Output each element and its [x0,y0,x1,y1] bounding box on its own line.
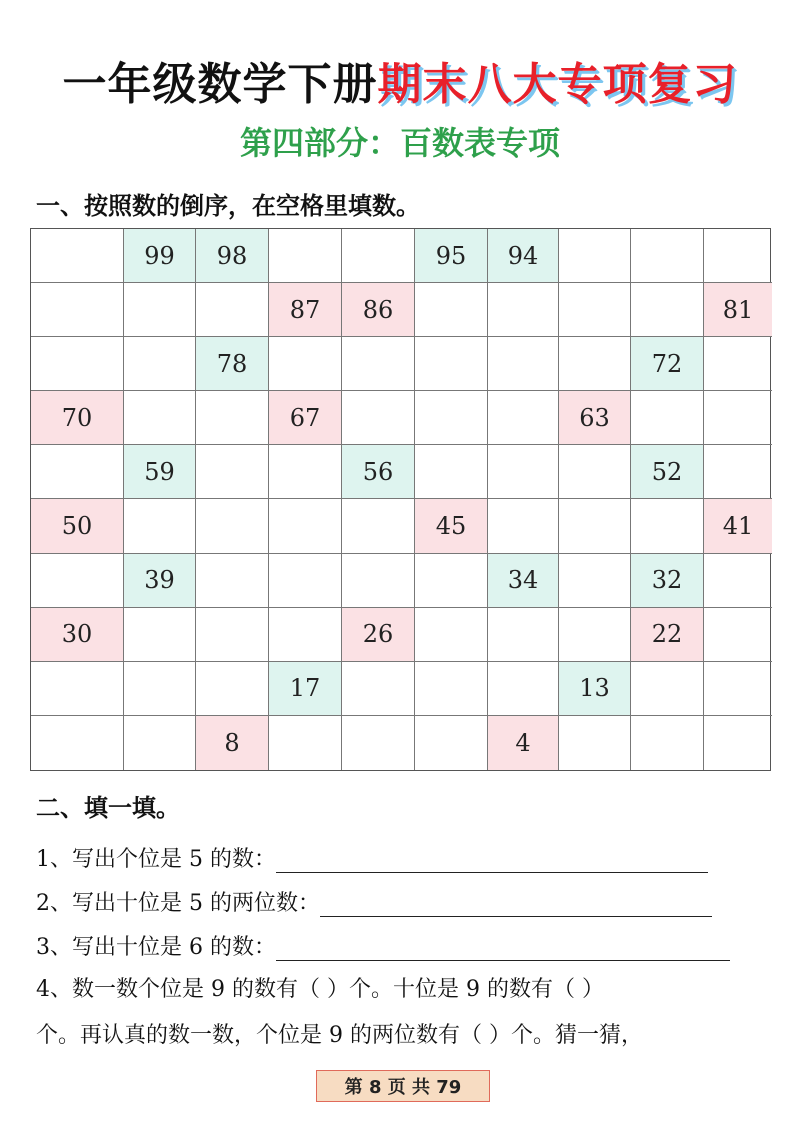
grid-cell-filled: 50 [31,499,124,553]
grid-cell-blank[interactable] [559,716,631,770]
title-red-part: 期末八大专项复习 [377,59,738,110]
grid-cell-blank[interactable] [415,337,488,391]
grid-cell-blank[interactable] [415,554,488,608]
title-black-part: 一年级数学下册 [62,59,378,110]
grid-cell-filled: 56 [342,445,415,499]
grid-cell-filled: 72 [631,337,704,391]
grid-cell-blank[interactable] [196,499,269,553]
grid-cell-blank[interactable] [31,229,124,283]
grid-cell-filled: 87 [269,283,342,337]
grid-cell-blank[interactable] [488,499,559,553]
grid-cell-filled: 26 [342,608,415,662]
grid-cell-blank[interactable] [124,283,196,337]
grid-cell-blank[interactable] [415,608,488,662]
grid-cell-blank[interactable] [342,716,415,770]
grid-cell-blank[interactable] [124,662,196,716]
grid-cell-blank[interactable] [31,337,124,391]
grid-cell-blank[interactable] [196,283,269,337]
grid-cell-blank[interactable] [269,554,342,608]
grid-cell-blank[interactable] [488,608,559,662]
grid-cell-blank[interactable] [269,608,342,662]
grid-cell-filled: 86 [342,283,415,337]
page-number-badge: 第 8 页 共 79 [316,1070,490,1102]
section2-heading: 二、填一填。 [36,794,180,822]
grid-cell-filled: 17 [269,662,342,716]
grid-cell-blank[interactable] [342,662,415,716]
grid-cell-blank[interactable] [196,554,269,608]
grid-cell-blank[interactable] [415,283,488,337]
grid-cell-blank[interactable] [559,499,631,553]
grid-cell-filled: 70 [31,391,124,445]
question-2-text: 2、写出十位是 5 的两位数： [36,891,320,916]
grid-cell-blank[interactable] [124,337,196,391]
grid-cell-blank[interactable] [269,445,342,499]
grid-cell-blank[interactable] [704,662,772,716]
grid-cell-blank[interactable] [704,608,772,662]
grid-cell-blank[interactable] [631,229,704,283]
grid-cell-blank[interactable] [31,445,124,499]
grid-cell-blank[interactable] [31,283,124,337]
grid-cell-filled: 59 [124,445,196,499]
grid-cell-blank[interactable] [31,662,124,716]
grid-cell-filled: 30 [31,608,124,662]
grid-cell-filled: 22 [631,608,704,662]
grid-cell-blank[interactable] [342,391,415,445]
grid-cell-blank[interactable] [415,391,488,445]
grid-cell-blank[interactable] [269,499,342,553]
grid-cell-filled: 67 [269,391,342,445]
question-1-text: 1、写出个位是 5 的数： [36,847,276,872]
grid-cell-blank[interactable] [704,554,772,608]
grid-cell-blank[interactable] [342,499,415,553]
grid-cell-blank[interactable] [269,716,342,770]
grid-cell-filled: 81 [704,283,772,337]
grid-cell-filled: 34 [488,554,559,608]
grid-cell-blank[interactable] [559,337,631,391]
grid-cell-blank[interactable] [415,662,488,716]
grid-cell-blank[interactable] [415,445,488,499]
grid-cell-blank[interactable] [196,608,269,662]
grid-cell-blank[interactable] [631,391,704,445]
grid-cell-blank[interactable] [559,283,631,337]
grid-cell-blank[interactable] [124,499,196,553]
grid-cell-blank[interactable] [704,445,772,499]
grid-cell-blank[interactable] [704,716,772,770]
grid-cell-blank[interactable] [124,716,196,770]
grid-cell-blank[interactable] [631,662,704,716]
grid-cell-filled: 13 [559,662,631,716]
grid-cell-filled: 95 [415,229,488,283]
grid-cell-filled: 94 [488,229,559,283]
grid-cell-blank[interactable] [415,716,488,770]
grid-cell-filled: 63 [559,391,631,445]
grid-cell-blank[interactable] [704,391,772,445]
page-title [0,48,800,112]
question-3-text: 3、写出十位是 6 的数： [36,935,276,960]
grid-cell-blank[interactable] [559,608,631,662]
grid-cell-filled: 32 [631,554,704,608]
grid-cell-blank[interactable] [342,229,415,283]
grid-cell-blank[interactable] [488,662,559,716]
hundred-chart-grid [30,228,771,771]
question-2 [36,886,712,917]
answer-line-3[interactable] [276,939,730,961]
grid-cell-filled: 98 [196,229,269,283]
grid-cell-filled: 4 [488,716,559,770]
grid-cell-blank[interactable] [488,283,559,337]
grid-cell-filled: 39 [124,554,196,608]
question-1 [36,842,708,873]
grid-cell-blank[interactable] [631,716,704,770]
grid-cell-filled: 8 [196,716,269,770]
grid-cell-blank[interactable] [631,499,704,553]
grid-cell-blank[interactable] [269,229,342,283]
grid-cell-blank[interactable] [488,391,559,445]
grid-cell-filled: 41 [704,499,772,553]
grid-cell-blank[interactable] [124,391,196,445]
grid-cell-blank[interactable] [269,337,342,391]
question-3 [36,930,730,961]
answer-line-1[interactable] [276,851,708,873]
grid-cell-blank[interactable] [342,337,415,391]
grid-cell-filled: 78 [196,337,269,391]
grid-cell-blank[interactable] [488,337,559,391]
grid-cell-blank[interactable] [342,554,415,608]
grid-cell-blank[interactable] [488,445,559,499]
grid-cell-blank[interactable] [704,229,772,283]
grid-cell-blank[interactable] [196,391,269,445]
grid-cell-blank[interactable] [31,716,124,770]
grid-cell-blank[interactable] [559,445,631,499]
grid-cell-blank[interactable] [196,445,269,499]
grid-cell-filled: 99 [124,229,196,283]
grid-cell-blank[interactable] [631,283,704,337]
answer-line-2[interactable] [320,895,712,917]
grid-cell-filled: 52 [631,445,704,499]
question-4-continued: 个。再认真的数一数，个位是 9 的两位数有（ ）个。猜一猜， [36,1023,643,1048]
grid-cell-blank[interactable] [559,554,631,608]
grid-cell-blank[interactable] [124,608,196,662]
grid-cell-blank[interactable] [196,662,269,716]
grid-cell-blank[interactable] [31,554,124,608]
section1-heading: 一、按照数的倒序，在空格里填数。 [36,192,420,220]
question-4: 4、数一数个位是 9 的数有（ ）个。十位是 9 的数有（ ） [36,977,604,1002]
page-subtitle: 第四部分：百数表专项 [239,124,560,162]
grid-cell-blank[interactable] [704,337,772,391]
grid-cell-filled: 45 [415,499,488,553]
grid-cell-blank[interactable] [559,229,631,283]
